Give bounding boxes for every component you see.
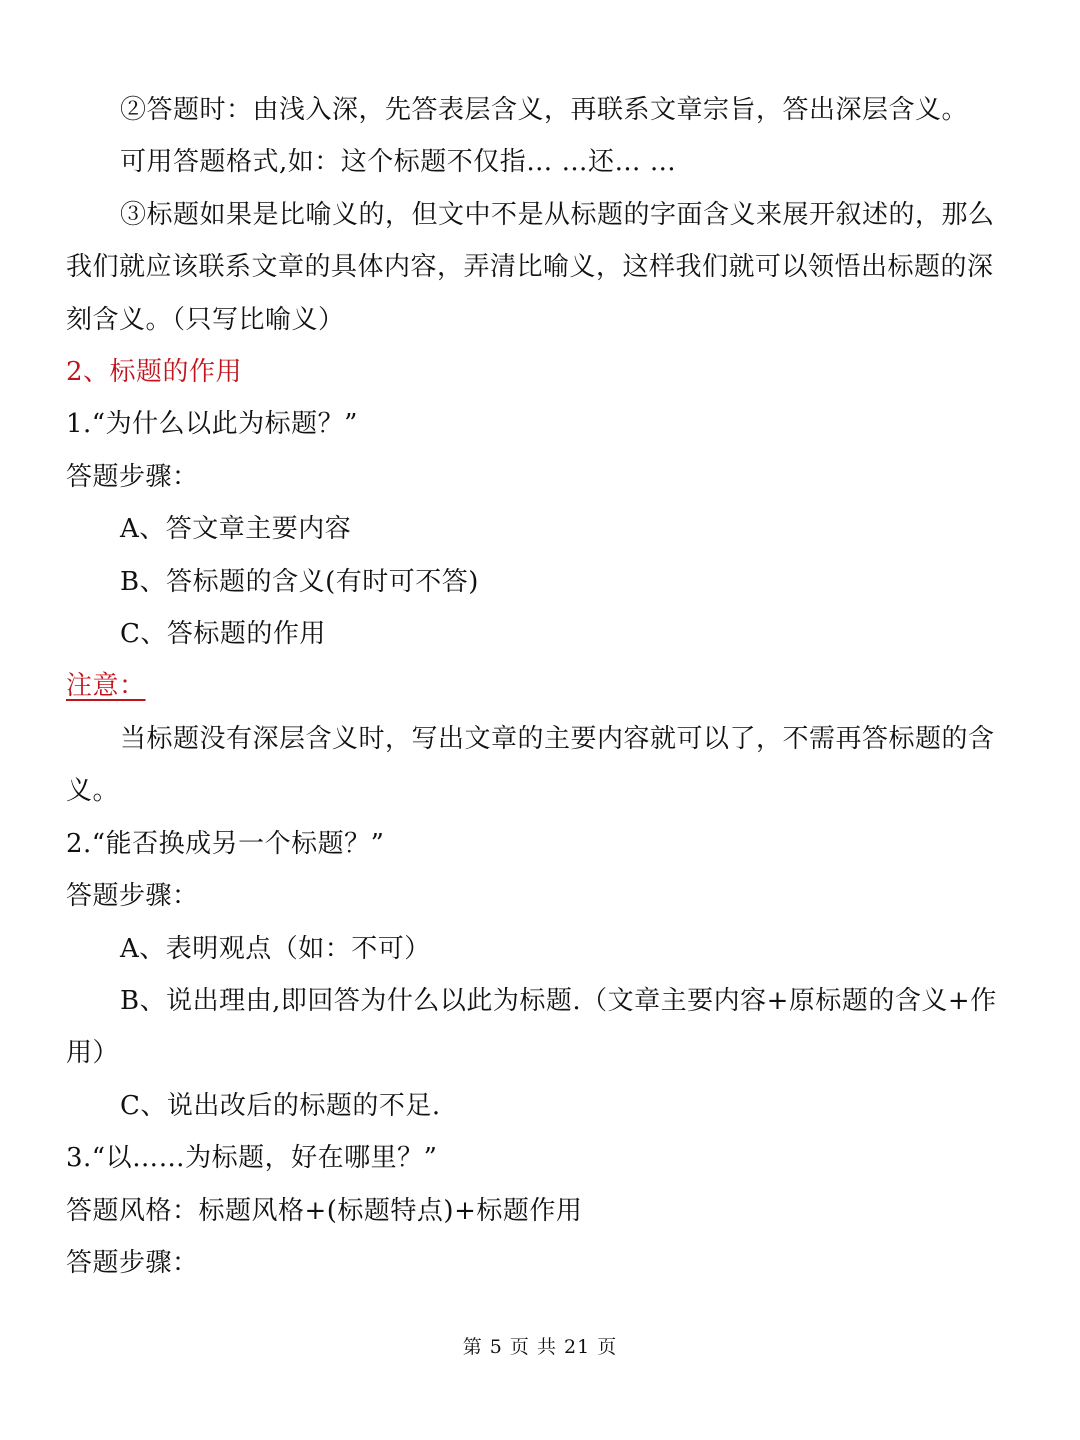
question-3-heading: 3.“以……为标题，好在哪里？” <box>66 1143 438 1174</box>
step-1c: C、答标题的作用 <box>120 619 326 650</box>
note-text-line-1: 当标题没有深层含义时，写出文章的主要内容就可以了，不需再答标题的含 <box>120 723 995 754</box>
answer-style-line: 答题风格：标题风格+(标题特点)+标题作用 <box>66 1195 583 1226</box>
paragraph-metaphor-line-1: ③标题如果是比喻义的，但文中不是从标题的字面含义来展开叙述的，那么 <box>120 199 995 230</box>
page-number-footer: 第 5 页 共 21 页 <box>462 1336 618 1358</box>
step-1a: A、答文章主要内容 <box>120 514 352 545</box>
paragraph-answer-format: 可用答题格式,如：这个标题不仅指… …还… … <box>120 147 677 178</box>
answer-steps-label-2: 答题步骤： <box>66 881 199 912</box>
note-text-line-2: 义。 <box>66 776 120 807</box>
step-2b-line-1: B、说出理由,即回答为什么以此为标题.（文章主要内容+原标题的含义+作 <box>120 985 997 1016</box>
paragraph-answer-method: ②答题时：由浅入深，先答表层含义，再联系文章宗旨，答出深层含义。 <box>120 95 969 125</box>
answer-steps-label-3: 答题步骤： <box>66 1247 199 1278</box>
step-2c: C、说出改后的标题的不足. <box>120 1090 441 1121</box>
question-1-heading: 1.“为什么以此为标题？” <box>66 409 358 440</box>
note-heading: 注意： <box>66 671 146 702</box>
question-2-heading: 2.“能否换成另一个标题？” <box>66 828 385 859</box>
step-2b-line-2: 用） <box>66 1038 120 1069</box>
document-body <box>66 84 1016 1289</box>
step-1b: B、答标题的含义(有时可不答) <box>120 566 479 597</box>
step-2a: A、表明观点（如：不可） <box>120 933 431 964</box>
answer-steps-label-1: 答题步骤： <box>66 461 199 492</box>
section-heading-title-function: 2、标题的作用 <box>66 357 243 388</box>
paragraph-metaphor-line-2: 我们就应该联系文章的具体内容，弄清比喻义，这样我们就可以领悟出标题的深 <box>66 252 994 283</box>
paragraph-metaphor-line-3: 刻含义。（只写比喻义） <box>66 304 345 335</box>
